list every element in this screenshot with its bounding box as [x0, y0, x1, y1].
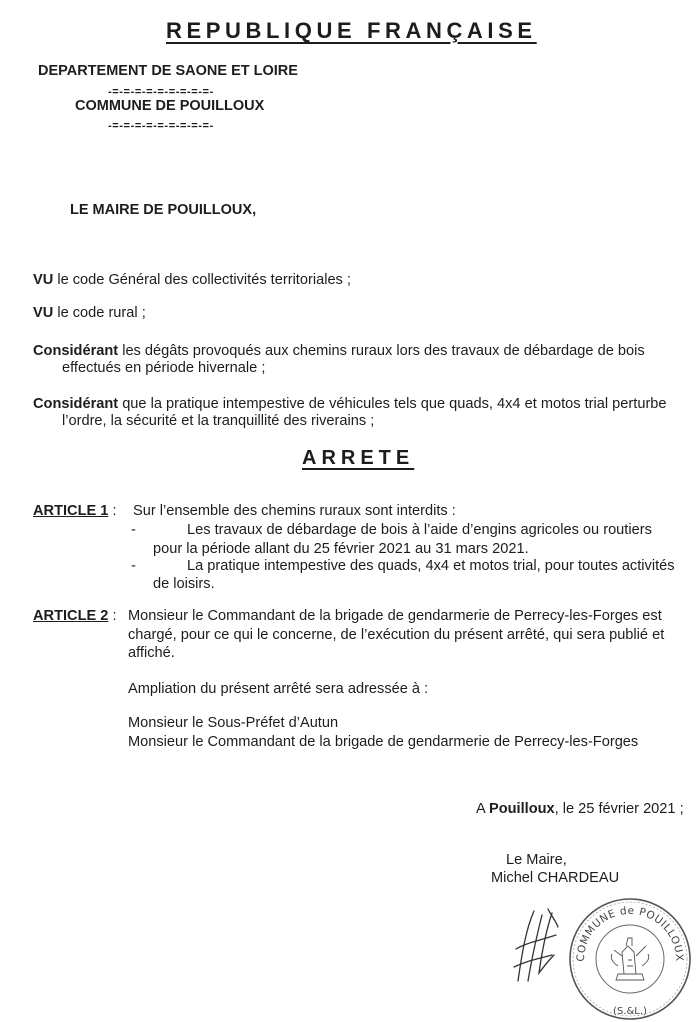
signatory-name: Michel CHARDEAU: [491, 870, 620, 886]
article-label-sep: :: [108, 503, 117, 519]
consideration-item: [33, 305, 146, 321]
article-1-item-line: La pratique intempestive des quads, 4x4 et motos trial, pour toutes activités: [187, 558, 675, 574]
article-1-item-line: de loisirs.: [153, 576, 215, 592]
signing-date: , le 25 février 2021 ;: [554, 801, 684, 817]
list-dash: -: [131, 522, 136, 538]
article-1-intro: Sur l’ensemble des chemins ruraux sont interdits :: [133, 503, 456, 519]
seal-text-top: COMMUNE de POUILLOUX: [574, 904, 686, 962]
header-separator: -=-=-=-=-=-=-=-=-=-: [108, 86, 214, 98]
place-name: Pouilloux: [488, 801, 555, 817]
seal-emblem: [611, 938, 649, 980]
handwritten-signature: [512, 905, 560, 985]
commune-seal: [566, 896, 694, 1022]
consideration-text: le code rural ;: [53, 305, 146, 321]
issuing-authority: LE MAIRE DE POUILLOUX,: [70, 202, 257, 218]
consideration-text: le code Général des collectivités territoriales ;: [53, 272, 351, 288]
article-1-item-line: Les travaux de débardage de bois à l’aide d’engins agricoles ou routiers: [187, 522, 652, 538]
consideration-item: [33, 396, 667, 412]
page-title: REPUBLIQUE FRANÇAISE: [166, 18, 537, 43]
ampliation-recipient: Monsieur le Commandant de la brigade de gendarmerie de Perrecy-les-Forges: [128, 734, 639, 750]
place-and-date: A Pouilloux, le 25 février 2021 ;: [476, 801, 684, 817]
decision-heading: ARRETE: [302, 447, 415, 469]
consideration-lead: Considérant: [33, 343, 119, 359]
header-separator: -=-=-=-=-=-=-=-=-=-: [108, 120, 214, 132]
seal-text-bottom: (S.&L.): [613, 1006, 647, 1017]
article-label: ARTICLE 2: [33, 608, 109, 624]
consideration-lead: VU: [33, 305, 54, 321]
list-dash: -: [131, 558, 136, 574]
commune-name: COMMUNE DE POUILLOUX: [75, 98, 265, 114]
article-label: ARTICLE 1: [33, 503, 109, 519]
consideration-text: les dégâts provoqués aux chemins ruraux lors des travaux de débardage de bois: [118, 343, 645, 359]
signatory-role: Le Maire,: [506, 852, 567, 868]
department-name: DEPARTEMENT DE SAONE ET LOIRE: [38, 63, 298, 79]
consideration-continuation: effectués en période hivernale ;: [62, 360, 266, 376]
article-2-header: [33, 608, 117, 624]
consideration-lead: VU: [33, 272, 54, 288]
ampliation-recipient: Monsieur le Sous-Préfet d’Autun: [128, 715, 339, 731]
consideration-item: [33, 343, 645, 359]
article-1-item-line: pour la période allant du 25 février 2021 au 31 mars 2021.: [153, 541, 529, 557]
ampliation-intro: Ampliation du présent arrêté sera adressée à :: [128, 681, 429, 697]
article-2-line: Monsieur le Commandant de la brigade de gendarmerie de Perrecy-les-Forges est: [128, 608, 662, 624]
article-label-sep: :: [108, 608, 117, 624]
consideration-text: que la pratique intempestive de véhicules tels que quads, 4x4 et motos trial perturbe: [118, 396, 667, 412]
article-1-header: [33, 503, 117, 519]
article-2-line: chargé, pour ce qui le concerne, de l’exécution du présent arrêté, qui sera publié et: [128, 627, 665, 643]
article-2-line: affiché.: [128, 645, 175, 661]
consideration-lead: Considérant: [33, 396, 119, 412]
consideration-continuation: l’ordre, la sécurité et la tranquillité des riverains ;: [62, 413, 375, 429]
consideration-item: [33, 272, 351, 288]
